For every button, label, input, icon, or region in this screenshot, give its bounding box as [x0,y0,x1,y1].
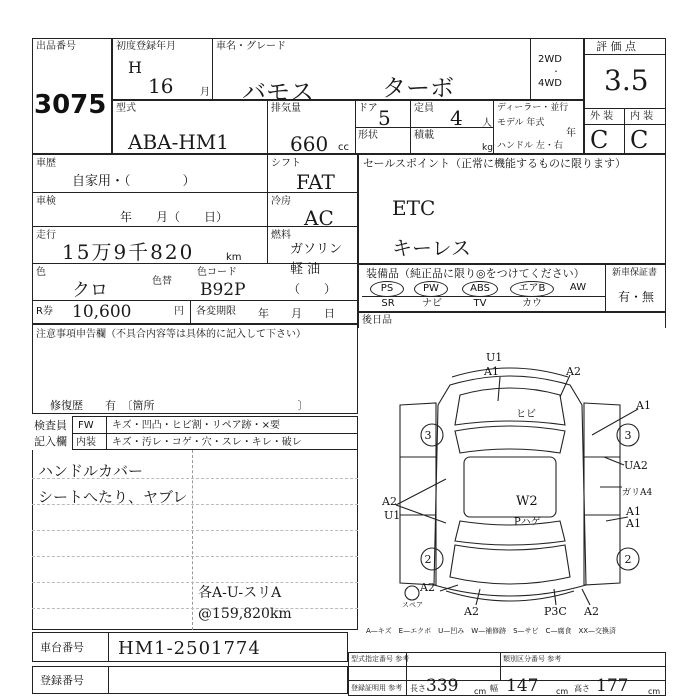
warranty-label: 新車保証書 [612,268,658,278]
car-tailgate [450,545,570,584]
shift-label: シフト [271,158,301,169]
recycle-label: R券 [36,306,53,317]
class-label: 類別区分番号 参考 [503,655,562,663]
era: H [128,58,142,77]
width-label: 幅 [490,684,498,693]
warranty-value: 有・無 [618,290,655,304]
int-grade: C [630,126,649,154]
ext-grade: C [590,126,609,154]
car-hood [455,388,565,425]
mark-peel: Pハゲ [514,517,541,528]
shaken-value: 年 月（ 日） [120,210,229,224]
capacity-label: 定員 [414,103,434,114]
model-code: ABA-HM1 [128,130,229,154]
inspector-label: 検査員 [34,419,67,432]
mark-a2-front: A2 [566,365,581,378]
car-name-label: 車名・グレード [216,41,286,52]
odometer-reading: @159,820km [198,606,292,622]
spare-label: スペア [402,601,423,609]
mark-u1: U1 [486,351,503,364]
equip-sr: SR [381,298,395,309]
int-inspect-label: 内装 [76,437,96,448]
mark-a1-side1: A1 [626,505,641,518]
mark-a2-rear: A2 [464,605,479,618]
car-name: バモス [242,78,314,106]
load-label: 積載 [414,130,434,141]
shape-label: 形状 [358,130,378,141]
reg-year: 16 [148,74,174,98]
mark-a1-side2: A1 [626,517,641,530]
car-grade: ターボ [382,74,454,102]
tax-value: 年 月 日 [258,307,335,320]
history-value: 自家用・（ ） [72,174,196,189]
equip-ps: PS [370,281,404,297]
length-value: 339 [426,676,459,696]
model-year-label: モデル 年式 [497,118,545,128]
equip-abs: ABS [462,281,498,297]
color-value: クロ [72,280,108,301]
tax-label: 各変期限 [196,306,236,317]
history-label: 車歴 [36,158,56,169]
equipment-row-1 [370,281,592,297]
car-rear-glass [455,521,565,545]
mark-p3c: P3C [544,605,567,618]
lot-label: 出品番号 [36,41,76,52]
sales-point-2: キーレス [392,236,471,260]
mark-a2-rear-left: A2 [420,581,435,594]
recorder-label: 記入欄 [34,435,67,448]
equipment-row-2 [372,297,552,311]
ext-label: 外 装 [590,111,614,122]
recycle-fee: 10,600 [72,302,132,322]
equipment-label: 装備品（純正品に限り◎をつけてください） [366,267,585,280]
odometer-note: 各A-U-スリA [198,585,282,601]
fuel-other: （ ） [288,282,337,296]
equip-cow: カウ [522,298,542,309]
mark-w2-roof: W2 [516,494,538,509]
equip-airbag: エアB [510,281,554,297]
equip-navi: ナビ [422,298,442,309]
year-unit: 年 [566,128,576,139]
dealer-label: ディーラー・並行 [497,103,569,113]
notes-label: 注意事項申告欄（不具合内容等は具体的に記入して下さい） [36,329,306,340]
height-value: 177 [596,676,629,696]
4wd-label: 4WD [538,78,562,89]
height-unit: cm [648,687,661,696]
mileage-value: 15万9千820 [62,240,195,264]
mark-a2-rear-right: A2 [584,605,599,618]
width-value: 147 [506,676,539,696]
score-value: 3.5 [604,64,649,97]
car-roof [464,457,556,517]
kg-unit: kg [482,143,493,153]
spare-wheel [405,586,419,600]
repair-history: 修復歴 有 〔箇所 〕 [50,399,309,412]
car-body-outline [434,376,586,596]
capacity-value: 4 [450,106,463,130]
person-unit: 人 [482,118,492,129]
fuel-gas: ガソリン [290,242,343,257]
first-reg-label: 初度登録年月 [116,41,176,52]
int-items: キズ・汚レ・コゲ・穴・スレ・キレ・破レ [112,437,302,448]
car-diagram [360,345,660,625]
later-items-label: 後日品 [362,315,392,326]
fuel-label: 燃料 [271,230,291,241]
equip-tv: TV [473,298,487,309]
2wd-label: 2WD [538,54,562,65]
mark-ua2: UA2 [624,459,648,472]
regcert-label: 登録証明用 参考 [351,684,403,692]
displacement-label: 排気量 [271,103,301,114]
aircon-label: 冷房 [271,196,291,207]
cc-unit: cc [338,142,349,153]
remark-1: ハンドルカバー [38,462,144,480]
damage-legend: A—キズ E—エクボ U—凹み W—補修跡 S—サビ C—腐食 XX—交換済 [366,627,617,635]
car-right-side [584,403,620,585]
sales-label: セールスポイント（正常に機能するものに限ります） [363,157,627,170]
score-label: 評 価 点 [596,40,636,53]
fuel-diesel: 軽 油 [290,262,321,277]
color-label: 色 [36,267,46,278]
handle-label: ハンドル 左・右 [497,141,563,151]
sales-point-1: ETC [392,196,436,220]
shaken-label: 車検 [36,196,56,207]
mark-wheel-rl: 2 [424,553,432,566]
reg-number-label: 登録番号 [40,674,84,687]
km-unit: km [226,252,242,263]
type-cert-label: 型式指定番号 参考 [351,655,410,663]
displacement-value: 660 [290,132,329,156]
color-change-label: 色替 [152,276,172,287]
lot-number: 3075 [34,90,107,120]
remark-2: シートへたり、ヤブレ [38,488,188,506]
doors-value: 5 [378,106,391,130]
mark-wheel-fl: 3 [424,429,432,442]
first-reg-box [112,38,584,100]
fw-label: FW [78,420,94,431]
auction-sheet: 出品番号 3075 初度登録年月 H 16 月 車名・グレード バモス ターボ 2WD ・ 4WD 評 価 点 3.5 外 装 内 装 C C 型式 ABA-HM1 排気量 660 cc ドア 5 定員 4 人 形状 積載 kg ディーラー・並行 モデル 年式 年 ハンドル 左・右 車歴 自家用・（ ） シフト FAT 車検 年 月（ 日） 冷房 AC 走行 15万9千820 km 燃料 ガソリン 軽 油 （ ） 色 クロ 色替 色コード B92P R券 10,600 円 各変期限 年 月 日 セールスポイント（正常に機能するものに限ります） ETC キーレス 装備品（純正品に限り◎をつけてください） 新車保証書 有・無 PS PW ABS エアB AW SR ナビ TV カウ 後日品 注意事項申告欄（不具合内容等は具体的に記入して下さい） 修復歴 有 〔箇所 〕 検査員 記入欄 FW キズ・凹凸・ヒビ割・リペア跡・×要 内装 キズ・汚レ・コゲ・穴・スレ・キレ・破レ ハンドルカバー シートへたり、ヤブレ 各A-U-スリA @159,820km U1 A1 A2 A1 ヒビ 3 3 UA2 ガリA4 A1 A1 A2 U1 W2 Pハゲ 2 2 A2 A2 P3C A2 スペア A—キズ E—エクボ U—凹み W—補修跡 S—サビ C—腐食 XX—交換済 車台番号 HM1-2501774 登録番号 型式指定番号 参考 類別区分番号 参考 登録証明用 参考 長さ 339 cm 幅 147 cm 高さ 177 cm [0,0,700,700]
repair-box [358,312,666,328]
model-label: 型式 [116,103,136,114]
month-unit: 月 [200,87,210,98]
mileage-label: 走行 [36,230,56,241]
fw-items: キズ・凹凸・ヒビ割・リペア跡・×要 [112,420,280,431]
length-label: 長さ [410,684,426,693]
mark-a1-front: A1 [484,365,499,378]
equip-aw: AW [569,282,587,293]
mark-u1-left: U1 [384,509,401,522]
doors-label: ドア [358,103,378,114]
chassis-label: 車台番号 [40,641,84,654]
mark-wheel-rr: 2 [624,553,632,566]
mark-a2-left: A2 [382,495,397,508]
color-code-value: B92P [200,280,246,300]
int-label: 内 装 [630,111,654,122]
width-unit: cm [556,687,569,696]
mark-crack: ヒビ [516,409,536,420]
aircon-value: AC [304,206,334,230]
height-label: 高さ [574,684,590,693]
color-code-label: 色コード [197,267,237,278]
mark-scrape: ガリA4 [622,488,653,498]
mark-a1-right: A1 [636,399,651,412]
equip-pw: PW [414,281,448,297]
yen-unit: 円 [174,306,184,317]
length-unit: cm [474,687,487,696]
chassis-number: HM1-2501774 [118,638,261,659]
car-windshield [455,426,565,453]
shift-value: FAT [296,170,335,194]
mark-wheel-fr: 3 [624,429,632,442]
